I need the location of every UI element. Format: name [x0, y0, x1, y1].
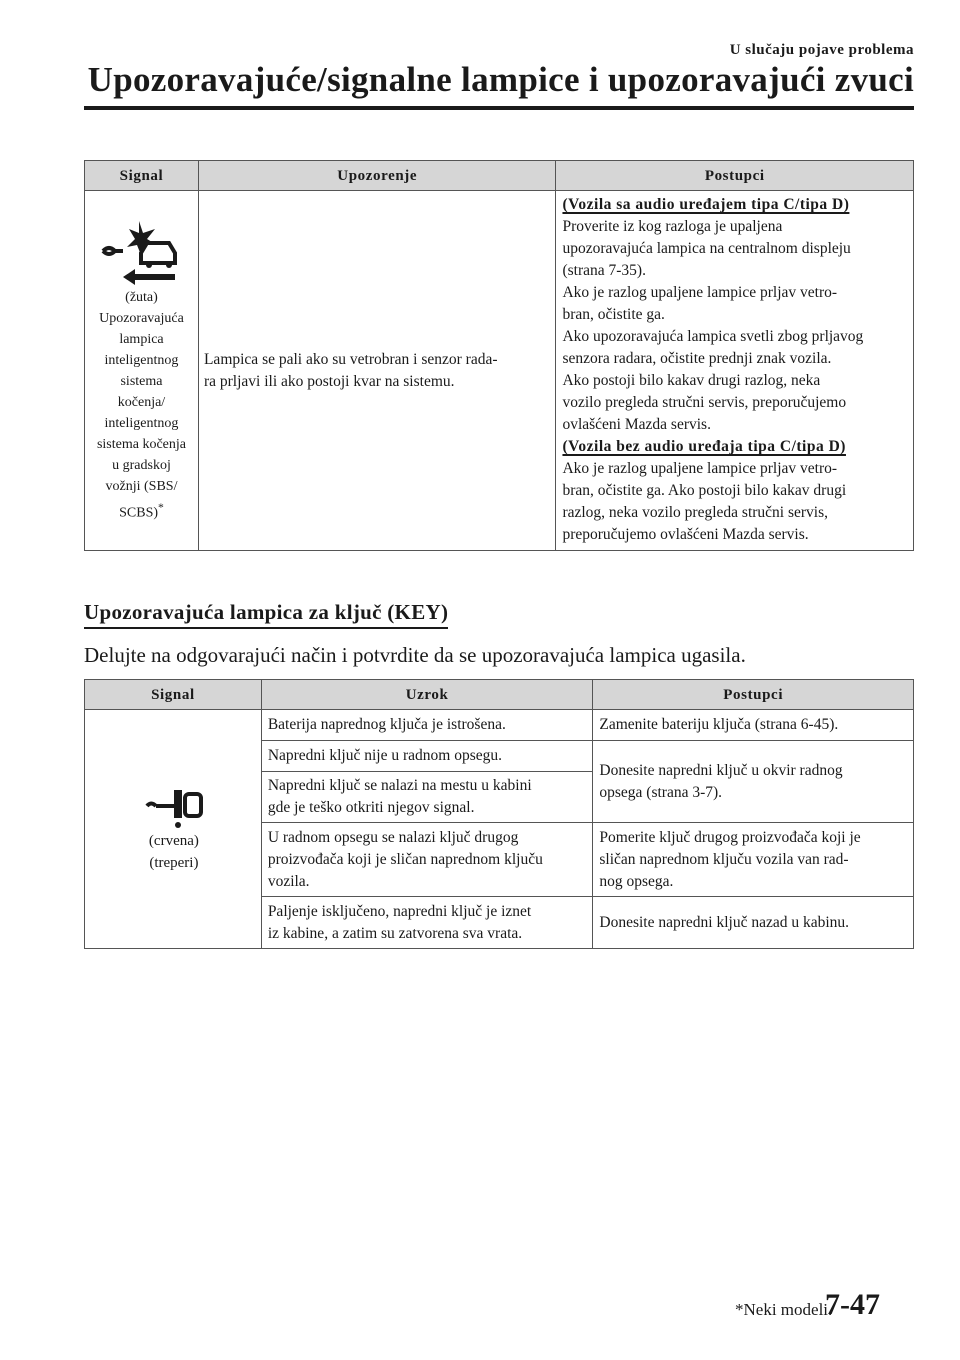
- action-line: vozilo pregleda stručni servis, preporučujemo: [562, 394, 847, 411]
- footnote: *Neki modeli.: [735, 1300, 833, 1319]
- action-heading-without-audio: (Vozila bez audio uređaja tipa C/tipa D): [562, 438, 846, 455]
- cause-line: proizvođača koji je sličan naprednom ključu: [267, 850, 543, 868]
- warning-line: ra prljavi ili ako postoji kvar na sistemu.: [203, 372, 455, 390]
- action-line: sličan naprednom ključu vozila van rad-: [599, 850, 849, 868]
- warning-cell: [198, 191, 555, 551]
- table-header-row: [85, 161, 914, 191]
- action-line: ovlašćeni Mazda servis.: [562, 416, 711, 433]
- cause-line: Paljenje isključeno, napredni ključ je iznet: [267, 902, 532, 920]
- page-title: Upozoravajuće/signalne lampice i upozoravajući zvuci: [87, 60, 914, 99]
- signal-label-line: u gradskoj: [112, 458, 171, 474]
- header-actions: Postupci: [556, 161, 914, 191]
- action-line: Donesite napredni ključ u okvir radnog: [599, 761, 843, 779]
- action-line: upozoravajuća lampica na centralnom displeju: [562, 240, 851, 257]
- key-warning-icon: [143, 784, 205, 830]
- signal-label-line: lampica: [119, 332, 164, 348]
- cause-cell: [261, 897, 593, 949]
- action-line: Ako je razlog upaljene lampice prljav vetro-: [562, 284, 838, 301]
- signal-label-line: [87, 497, 196, 524]
- cause-cell: [261, 823, 593, 897]
- signal-label-line: Upozoravajuća: [99, 311, 184, 327]
- cause-line: Napredni ključ se nalazi na mestu u kabini: [267, 777, 532, 794]
- signal-label-line: (crvena): [148, 833, 199, 849]
- signal-label-line: sistema: [120, 374, 163, 390]
- signal-label-text: SCBS): [119, 505, 159, 521]
- action-line: nog opsega.: [599, 872, 674, 890]
- action-line: Proverite iz kog razloga je upaljena: [562, 218, 783, 235]
- signal-label-line: inteligentnog: [104, 353, 179, 369]
- header-cause: Uzrok: [261, 680, 593, 710]
- cause-line: gde je teško otkriti njegov signal.: [267, 799, 475, 816]
- cause-line: iz kabine, a zatim su zatvorena sva vrata.: [267, 924, 523, 942]
- action-line: Donesite napredni ključ nazad u kabinu.: [599, 913, 850, 931]
- action-line: bran, očistite ga.: [562, 306, 665, 323]
- cause-cell: [261, 772, 593, 823]
- title-rule: [84, 106, 914, 110]
- action-line: Ako je razlog upaljene lampice prljav vetro-: [562, 460, 838, 477]
- cause-line: Baterija naprednog ključa je istrošena.: [267, 716, 506, 733]
- header-warning: Upozorenje: [198, 161, 555, 191]
- action-cell: [593, 710, 914, 741]
- action-line: Pomerite ključ drugog proizvođača koji je: [599, 828, 861, 846]
- section-lead-text: Delujte na odgovarajući način i potvrdite da se upozoravajuća lampica ugasila.: [84, 643, 746, 667]
- page-number: 7-47: [825, 1288, 880, 1321]
- signal-label-line: (treperi): [149, 855, 199, 871]
- action-line: opsega (strana 3-7).: [599, 783, 723, 801]
- table-row: [85, 710, 914, 741]
- warning-table-sbs: [84, 160, 914, 551]
- cause-line: Napredni ključ nije u radnom opsegu.: [267, 747, 502, 764]
- action-line: razlog, neka vozilo pregleda stručni servis,: [562, 504, 829, 521]
- action-cell: [593, 823, 914, 897]
- signal-label-line: (žuta): [125, 290, 158, 306]
- warning-table-key: [84, 679, 914, 949]
- action-line: Ako upozoravajuća lampica svetli zbog prljavog: [562, 328, 864, 345]
- actions-cell: [556, 191, 914, 551]
- cause-cell: [261, 710, 593, 741]
- action-line: preporučujemo ovlašćeni Mazda servis.: [562, 526, 809, 543]
- section-label: U slučaju pojave problema: [729, 42, 914, 58]
- action-line: senzora radara, očistite prednji znak vozila.: [562, 350, 832, 367]
- signal-label-line: inteligentnog: [104, 416, 179, 432]
- action-cell: [593, 897, 914, 949]
- action-line: bran, očistite ga. Ako postoji bilo kakav drugi: [562, 482, 847, 499]
- table-header-row: [85, 680, 914, 710]
- signal-label-line: kočenja/: [117, 395, 166, 411]
- action-cell: [593, 741, 914, 823]
- cause-line: U radnom opsegu se nalazi ključ drugog: [267, 828, 519, 846]
- table-row: [85, 191, 914, 551]
- cause-cell: [261, 741, 593, 772]
- header-actions: Postupci: [593, 680, 914, 710]
- signal-label-line: vožnji (SBS/: [105, 479, 178, 495]
- section-heading-key-warning: Upozoravajuća lampica za ključ (KEY): [84, 600, 448, 629]
- action-line: Ako postoji bilo kakav drugi razlog, neka: [562, 372, 821, 389]
- cause-line: vozila.: [267, 872, 310, 890]
- action-line: (strana 7-35).: [562, 262, 646, 279]
- action-heading-with-audio: (Vozila sa audio uređajem tipa C/tipa D): [562, 196, 850, 213]
- header-signal: Signal: [85, 680, 262, 710]
- action-line: Zamenite bateriju ključa (strana 6-45).: [599, 716, 839, 733]
- signal-cell: [85, 191, 199, 551]
- header-signal: Signal: [85, 161, 199, 191]
- footnote-mark: *: [158, 501, 164, 515]
- signal-label-line: sistema kočenja: [96, 437, 186, 453]
- signal-cell: [85, 710, 262, 949]
- warning-line: Lampica se pali ako su vetrobran i senzor rada-: [203, 350, 498, 368]
- sbs-warning-icon: [93, 217, 189, 287]
